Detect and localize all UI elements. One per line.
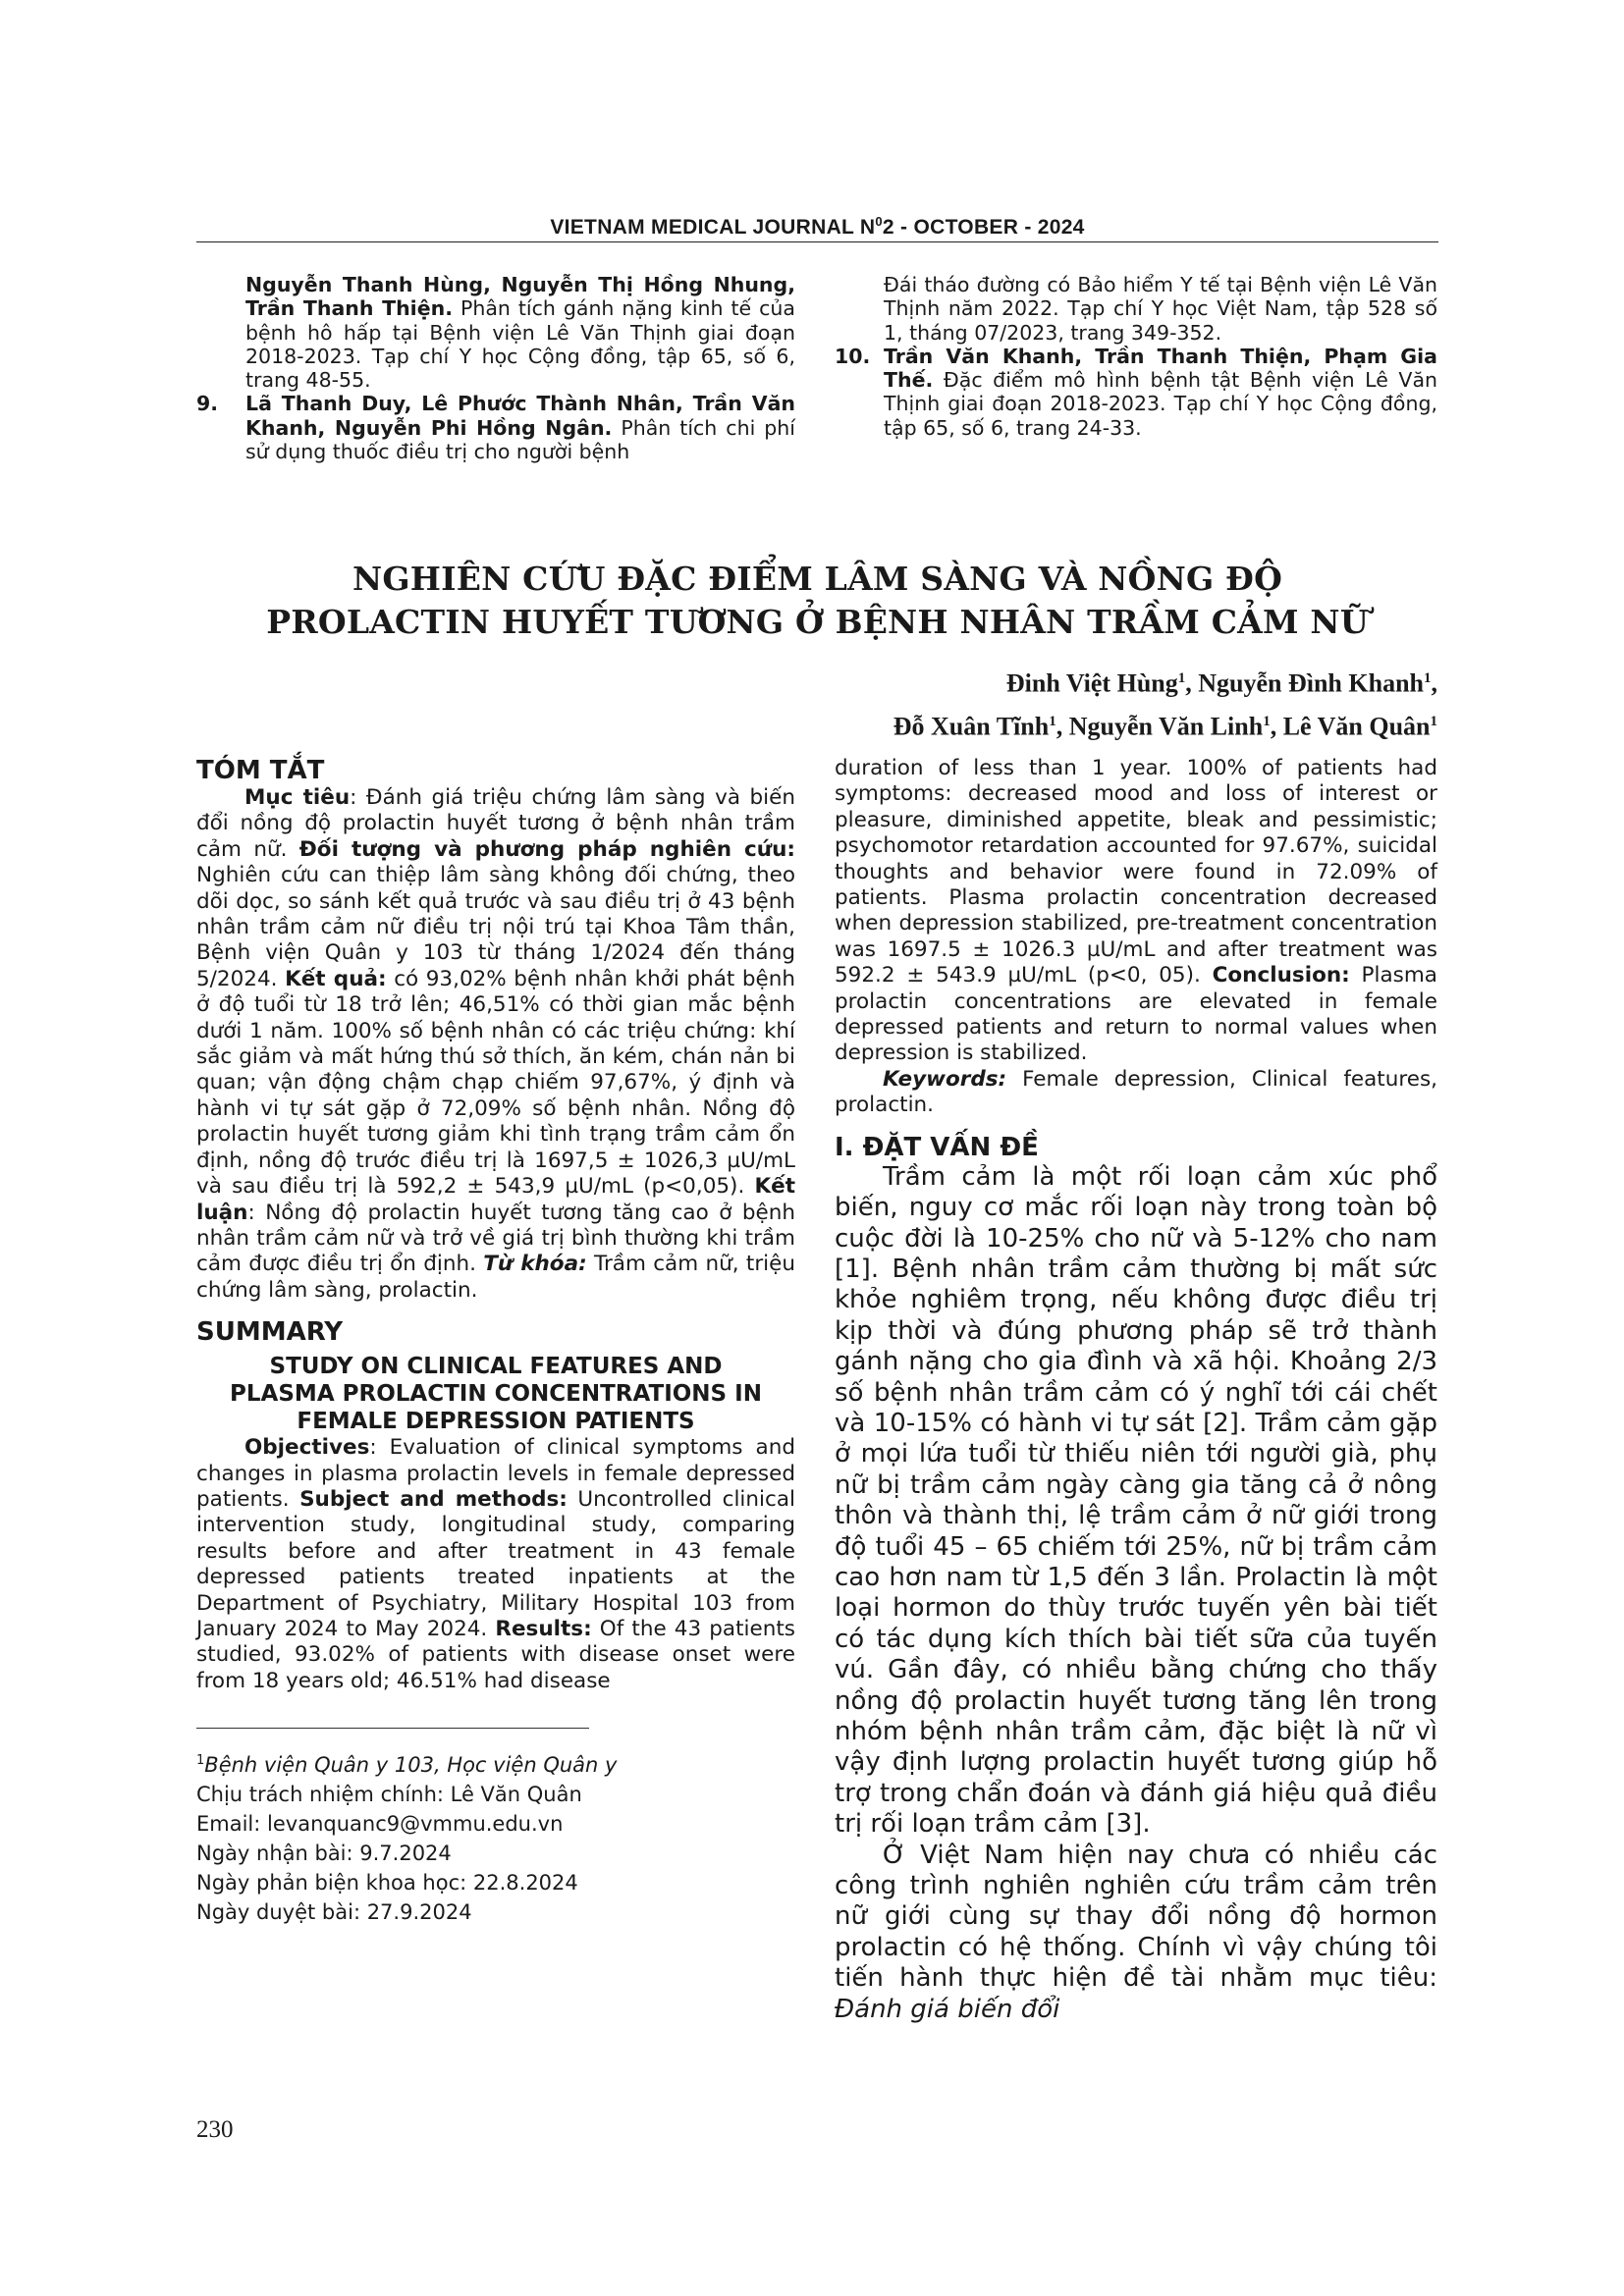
running-head: [196, 214, 1438, 240]
authors-line-2: [893, 703, 1437, 746]
summary-title-line-2: PLASMA PROLACTIN CONCENTRATIONS IN: [230, 1381, 762, 1408]
authors-line-1: Đinh Việt Hùng$^1$, Nguyễn Đình Khanh$^1$,: [1005, 668, 1437, 698]
intro-p2-italic: Đánh giá biến đổi: [835, 1994, 1060, 2024]
tomtat-results-label: Kết quả:: [285, 966, 387, 991]
intro-heading: I. ĐẶT VẤN ĐỀ: [835, 1132, 1039, 1162]
summary-objectives-label: Objectives: [244, 1435, 370, 1461]
ref10-authors: Trần Văn Khanh, Trần Thanh Thiện, Phạm Gia Thế.: [884, 344, 1437, 393]
summary-title-line-1: STUDY ON CLINICAL FEATURES AND: [269, 1354, 723, 1380]
summary-title-line-3: FEMALE DEPRESSION PATIENTS: [297, 1409, 695, 1435]
left-column: [196, 756, 795, 1927]
author-3-aff: 1: [1049, 713, 1056, 729]
header-rule: [196, 241, 1438, 242]
right-column: [835, 756, 1437, 2025]
footnote-aff-text: Bệnh viện Quân y 103, Học viện Quân y: [204, 1753, 618, 1778]
ref9-text: Phân tích chi phí sử dụng thuốc điều trị cho người bệnh: [245, 415, 795, 464]
summary-keywords-label: Keywords:: [883, 1066, 1007, 1092]
summary-abstract-part2: [835, 756, 1437, 1067]
running-head-part1: VIETNAM MEDICAL JOURNAL N: [550, 216, 876, 239]
page-number: 230: [196, 2116, 234, 2143]
summary-abstract-part1: [196, 1435, 795, 1694]
summary-methods-label: Subject and methods:: [299, 1486, 568, 1512]
author-2-aff: 1: [1424, 670, 1432, 686]
footnote-aff-sup: 1: [196, 1753, 205, 1769]
title-line-2: PROLACTIN HUYẾT TƯƠNG Ở BỆNH NHÂN TRẦM CẢM NỮ: [266, 603, 1369, 641]
summary-conclusion-text: Plasma prolactin concentrations are elevated in female depressed patients and return to normal values when depression is stabilized.: [835, 963, 1437, 1066]
author-list: [893, 660, 1437, 745]
tomtat-objective-text: : Đánh giá triệu chứng lâm sàng và biến đổi nồng độ prolactin huyết tương ở bệnh nhân trầm cảm nữ.: [196, 785, 795, 862]
tomtat-results-text: có 93,02% bệnh nhân khởi phát bệnh ở độ tuổi từ 18 trở lên; 46,51% có thời gian mắc bệnh dưới 1 năm. 100% số bệnh nhân có các triệu chứng: khí sắc giảm và mất hứng thú sở thích, ăn kém, chán nản bi quan; vận động chậm chạp chiếm 97,67%, ý định và hành vi tự sát gặp ở 72,09% số bệnh nhân. Nồng độ prolactin huyết tương giảm khi tình trạng trầm cảm ổn định, nồng độ trước điều trị là 1697,5 ± 1026,3 µU/mL và sau điều trị là 592,2 ± 543,9 µU/mL (p<0,05).: [196, 966, 796, 1200]
author-4-aff: 1: [1263, 713, 1271, 729]
intro-p2-text: Ở Việt Nam hiện nay chưa có nhiều các công trình nghiên nghiên cứu trầm cảm trên nữ giới cùng sự thay đổi nồng độ hormon prolactin có hệ thống. Chính vì vậy chúng tôi tiến hành thực hiện đề tài nhằm mục tiêu:: [835, 1840, 1437, 1994]
summary-objectives-text: : Evaluation of clinical symptoms and changes in plasma prolactin levels in female depressed patients.: [196, 1435, 795, 1512]
running-head-part2: 2 - OCTOBER - 2024: [882, 216, 1085, 239]
ref8-text: Phân tích gánh nặng kinh tế của bệnh hô hấp tại Bệnh viện Lê Văn Thịnh giai đoạn 2018-2023. Tạp chí Y học Cộng đồng, tập 65, số 6, trang 48-55.: [245, 296, 795, 393]
author-4: Nguyễn Văn Linh: [1068, 712, 1264, 741]
tomtat-abstract: [196, 785, 795, 1304]
footnote-received: Ngày nhận bài: 9.7.2024: [196, 1842, 452, 1866]
ref9-number: 9.: [196, 392, 219, 416]
footnote-email: Email: levanquanc9@vmmu.edu.vn: [196, 1812, 564, 1837]
tomtat-conclusion-text: : Nồng độ prolactin huyết tương tăng cao ở bệnh nhân trầm cảm nữ và trở về giá trị bình thường khi trầm cảm được điều trị ổn định.: [196, 1200, 795, 1277]
footnote-affiliation: [196, 1746, 795, 1780]
intro-paragraph-2: [835, 1841, 1437, 2025]
ref9-cont-text: Đái tháo đường có Bảo hiểm Y tế tại Bệnh viện Lê Văn Thịnh năm 2022. Tạp chí Y học Việt Nam, tập 528 số 1, tháng 07/2023, trang 349-352.: [884, 273, 1437, 345]
summary-keywords: [835, 1067, 1437, 1119]
author-3: Đỗ Xuân Tĩnh: [893, 712, 1050, 741]
author-sep: ,: [1185, 668, 1199, 698]
author-5-aff: 1: [1430, 713, 1437, 729]
author-1-aff: 1: [1177, 670, 1186, 686]
title-line-1: NGHIÊN CỨU ĐẶC ĐIỂM LÂM SÀNG VÀ NỒNG ĐỘ: [352, 560, 1283, 598]
ref10-number: 10.: [835, 344, 871, 368]
footnotes: [196, 1746, 795, 1927]
reference-9: [196, 392, 795, 463]
tomtat-methods-text: Nghiên cứu can thiệp lâm sàng không đối chứng, theo dõi dọc, so sánh kết quả trước và sau điều trị ở 43 bệnh nhân trầm cảm nữ điều trị nội trú tại Khoa Tâm thần, Bệnh viện Quân y 103 từ tháng 1/2024 đến tháng 5/2024.: [196, 863, 795, 991]
author-sep: ,: [1056, 712, 1069, 741]
running-head-sup: 0: [875, 214, 883, 229]
author-2: Nguyễn Đình Khanh: [1198, 668, 1424, 698]
summary-results-text-end: duration of less than 1 year. 100% of patients had symptoms: decreased mood and loss of interest or pleasure, diminished appetite, bleak and pessimistic; psychomotor retardation accounted for 97.67%, suicidal thoughts and behavior were found in 72.09% of patients. Plasma prolactin concentration decreased when depression stabilized, pre-treatment concentration was 1697.5 ± 1026.3 µU/mL and after treatment was 592.2 ± 543.9 µU/mL (p<0, 05).: [835, 756, 1437, 988]
ref8-authors: Nguyễn Thanh Hùng, Nguyễn Thị Hồng Nhung, Trần Thanh Thiện.: [245, 273, 795, 321]
ref9-authors: Lã Thanh Duy, Lê Phước Thành Nhân, Trần Văn Khanh, Nguyễn Phi Hồng Ngân.: [245, 392, 795, 440]
tomtat-keywords-text: Trầm cảm nữ, triệu chứng lâm sàng, prolactin.: [196, 1252, 795, 1303]
summary-heading: SUMMARY: [196, 1317, 344, 1348]
reference-9-continued: [835, 273, 1437, 345]
footnote-corresponding: Chịu trách nhiệm chính: Lê Văn Quân: [196, 1783, 582, 1807]
footnote-accepted: Ngày duyệt bài: 27.9.2024: [196, 1900, 472, 1925]
references-right: [835, 273, 1437, 440]
author-1: Đinh Việt Hùng: [1005, 668, 1178, 698]
tomtat-methods-label: Đối tượng và phương pháp nghiên cứu:: [298, 836, 795, 862]
tomtat-objective-label: Mục tiêu: [244, 785, 351, 810]
author-sep: ,: [1270, 712, 1283, 741]
references-left: [196, 273, 795, 463]
summary-results-label: Results:: [495, 1616, 592, 1641]
article-title: [196, 558, 1438, 644]
footnote-rule: [196, 1728, 589, 1729]
summary-keywords-text: Female depression, Clinical features, prolactin.: [835, 1066, 1437, 1118]
tomtat-conclusion-label: Kết luận: [196, 1174, 795, 1225]
summary-methods-text: Uncontrolled clinical intervention study, longitudinal study, comparing results before and after treatment in 43 female depressed patients treated inpatients at the Department of Psychiatry, Military Hospital 103 from January 2024 to May 2024.: [196, 1486, 795, 1641]
tomtat-heading: TÓM TẮT: [196, 756, 325, 785]
author-5: Lê Văn Quân: [1282, 712, 1431, 741]
summary-conclusion-label: Conclusion:: [1212, 963, 1350, 988]
reference-10: [835, 345, 1437, 440]
tomtat-keywords-label: Từ khóa:: [483, 1252, 587, 1277]
summary-title: [196, 1353, 795, 1435]
summary-results-text-start: Of the 43 patients studied, 93.02% of patients with disease onset were from 18 years old; 46.51% had disease: [196, 1616, 795, 1693]
ref10-text: Đặc điểm mô hình bệnh tật Bệnh viện Lê Văn Thịnh giai đoạn 2018-2023. Tạp chí Y học Cộng đồng, tập 65, số 6, trang 24-33.: [884, 368, 1437, 440]
reference-8-continued: [196, 273, 795, 392]
footnote-reviewed: Ngày phản biện khoa học: 22.8.2024: [196, 1871, 578, 1896]
intro-paragraph-1: Trầm cảm là một rối loạn cảm xúc phổ biến, nguy cơ mắc rối loạn này trong toàn bộ cuộc đời là 10-25% cho nữ và 5-12% cho nam [1]. Bệnh nhân trầm cảm thường bị mất sức khỏe nghiêm trọng, nếu không được điều trị kịp thời và đúng phương pháp sẽ trở thành gánh nặng cho gia đình và xã hội. Khoảng 2/3 số bệnh nhân trầm cảm có ý nghĩ tới cái chết và 10-15% có hành vi tự sát [2]. Trầm cảm gặp ở mọi lứa tuổi từ thiếu niên tới người già, phụ nữ bị trầm cảm ngày càng gia tăng cả ở nông thôn và thành thị, lệ trầm cảm ở nữ giới trong độ tuổi 45 – 65 chiếm tới 25%, nữ bị trầm cảm cao hơn nam từ 1,5 đến 3 lần. Prolactin là một loại hormon do thùy trước tuyến yên bài tiết có tác dụng kích thích bài tiết sữa của tuyến vú. Gần đây, có nhiều bằng chứng cho thấy nồng độ prolactin huyết tương tăng lên trong nhóm bệnh nhân trầm cảm, đặc biệt là nữ vì vậy định lượng prolactin huyết tương giúp hỗ trợ trong chẩn đoán và đánh giá hiệu quả điều trị rối loạn trầm cảm [3].: [835, 1161, 1437, 1840]
